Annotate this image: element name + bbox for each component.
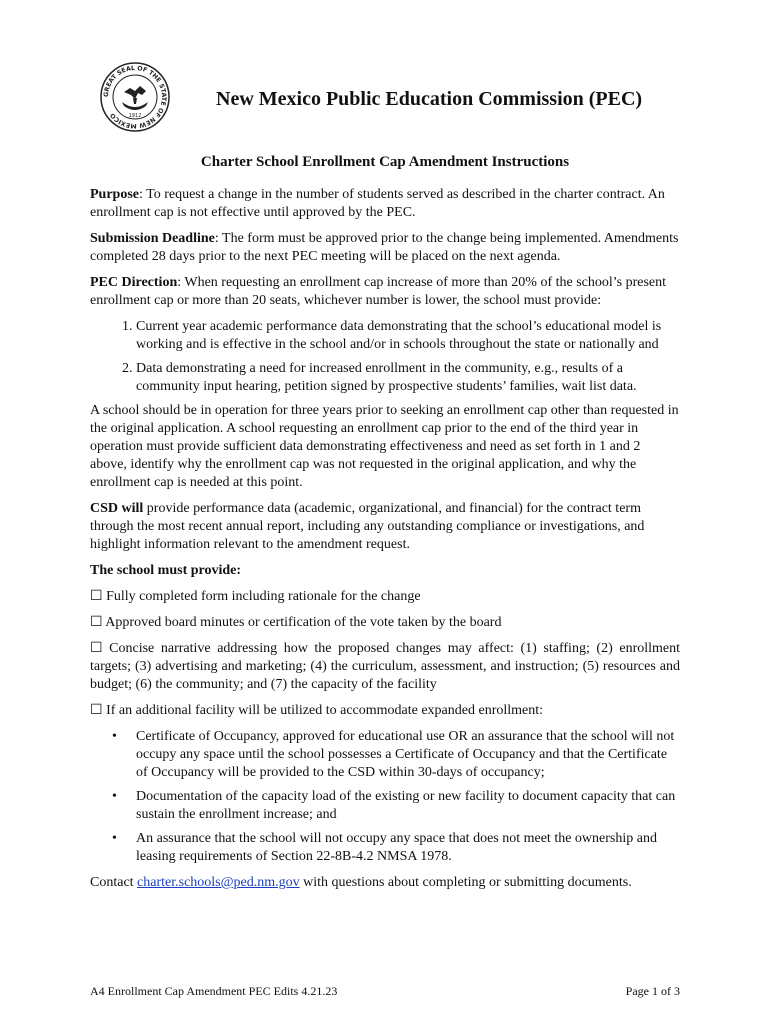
list-item-text: Certificate of Occupancy, approved for educational use OR an assurance that the school will not occupy any space until the school possesses a Certificate of Occupancy and that the Certificate of Occupancy will be provided to the CSD within 30-days of occupancy; xyxy=(136,729,675,780)
document-body xyxy=(90,186,680,900)
direction-text: : When requesting an enrollment cap increase of more than 20% of the school’s present enrollment cap or more than 20 seats, whichever number is lower, the school must provide: xyxy=(90,275,667,308)
checklist-item-text: Concise narrative addressing how the proposed changes may affect: (1) staffing; (2) enrollment targets; (3) advertising and marketing; (4) the curriculum, assessment, and instruction; (5) resources and budget; (6) the community; and (7) the capacity of the facility xyxy=(90,641,681,692)
list-item xyxy=(112,830,680,866)
csd-text: provide performance data (academic, organizational, and financial) for the contract term through the most recent annual report, including any outstanding compliance or investigations, and highlight information relevant to the amendment request. xyxy=(90,501,645,552)
facility-bullet-list xyxy=(90,728,680,866)
contact-prefix: Contact xyxy=(90,875,138,890)
organization-title: New Mexico Public Education Commission (PEC) xyxy=(216,88,643,110)
checklist-item xyxy=(90,588,680,606)
seal-ring-text: GREAT SEAL OF THE STATE OF NEW MEXICO xyxy=(102,64,168,130)
list-item xyxy=(112,728,680,782)
checkbox-icon[interactable]: ☐ xyxy=(90,703,103,718)
checklist-item-text: Fully completed form including rationale for the change xyxy=(106,589,421,604)
bullet-icon: • xyxy=(112,831,117,846)
contact-paragraph xyxy=(90,874,680,892)
deadline-paragraph xyxy=(90,230,680,266)
seal-year: 1912 xyxy=(128,113,142,119)
contact-email-link[interactable]: charter.schools@ped.nm.gov xyxy=(137,875,300,890)
direction-item: 1. Current year academic performance data demonstrating that the school’s educational model is working and is effective in the school and/or in schools throughout the state or nationally and xyxy=(136,318,680,354)
list-item-text: An assurance that the school will not occupy any space that does not meet the ownership and leasing requirements of Section 22-8B-4.2 NMSA 1978. xyxy=(136,831,657,864)
checklist-item-text: Approved board minutes or certification of the vote taken by the board xyxy=(105,615,502,630)
operation-paragraph: A school should be in operation for three years prior to seeking an enrollment cap other than requested in the original application. A school requesting an enrollment cap prior to the end of the third year in operation must provide sufficient data demonstrating effectiveness and need as set forth in 1 and 2 above, identify why the enrollment cap was not requested in the original application, and why the enrollment cap is needed at this point. xyxy=(90,403,679,490)
footer-document-id: A4 Enrollment Cap Amendment PEC Edits 4.21.23 xyxy=(90,984,338,998)
direction-label: PEC Direction xyxy=(90,275,178,290)
csd-paragraph xyxy=(90,500,680,554)
checklist-item xyxy=(90,640,680,694)
list-item xyxy=(112,788,680,824)
csd-label: CSD will xyxy=(90,501,144,516)
direction-item: 2. Data demonstrating a need for increased enrollment in the community, e.g., results of a community input hearing, petition signed by prospective students’ families, wait list data. xyxy=(136,360,680,396)
checkbox-icon[interactable]: ☐ xyxy=(90,641,103,656)
direction-paragraph xyxy=(90,274,680,310)
deadline-text: : The form must be approved prior to the change being implemented. Amendments completed 28 days prior to the next PEC meeting will be placed on the next agenda. xyxy=(90,231,679,264)
contact-suffix: with questions about completing or submitting documents. xyxy=(299,875,632,890)
deadline-label: Submission Deadline xyxy=(90,231,215,246)
checkbox-icon[interactable]: ☐ xyxy=(90,615,103,630)
purpose-paragraph xyxy=(90,186,680,222)
state-seal-icon xyxy=(100,62,170,132)
must-provide-heading: The school must provide: xyxy=(90,563,242,578)
checklist-item-text: If an additional facility will be utilized to accommodate expanded enrollment: xyxy=(106,703,544,718)
checklist-item xyxy=(90,702,680,720)
direction-list xyxy=(90,318,680,396)
list-item-text: Documentation of the capacity load of the existing or new facility to document capacity that can sustain the enrollment increase; and xyxy=(136,789,676,822)
purpose-text: : To request a change in the number of students served as described in the charter contract. An enrollment cap is not effective until approved by the PEC. xyxy=(90,187,665,220)
bullet-icon: • xyxy=(112,729,117,744)
checklist-item xyxy=(90,614,680,632)
bullet-icon: • xyxy=(112,789,117,804)
document-title: Charter School Enrollment Cap Amendment Instructions xyxy=(200,154,570,170)
purpose-label: Purpose xyxy=(90,187,139,202)
footer-page-number: Page 1 of 3 xyxy=(625,984,680,998)
checkbox-icon[interactable]: ☐ xyxy=(90,589,103,604)
